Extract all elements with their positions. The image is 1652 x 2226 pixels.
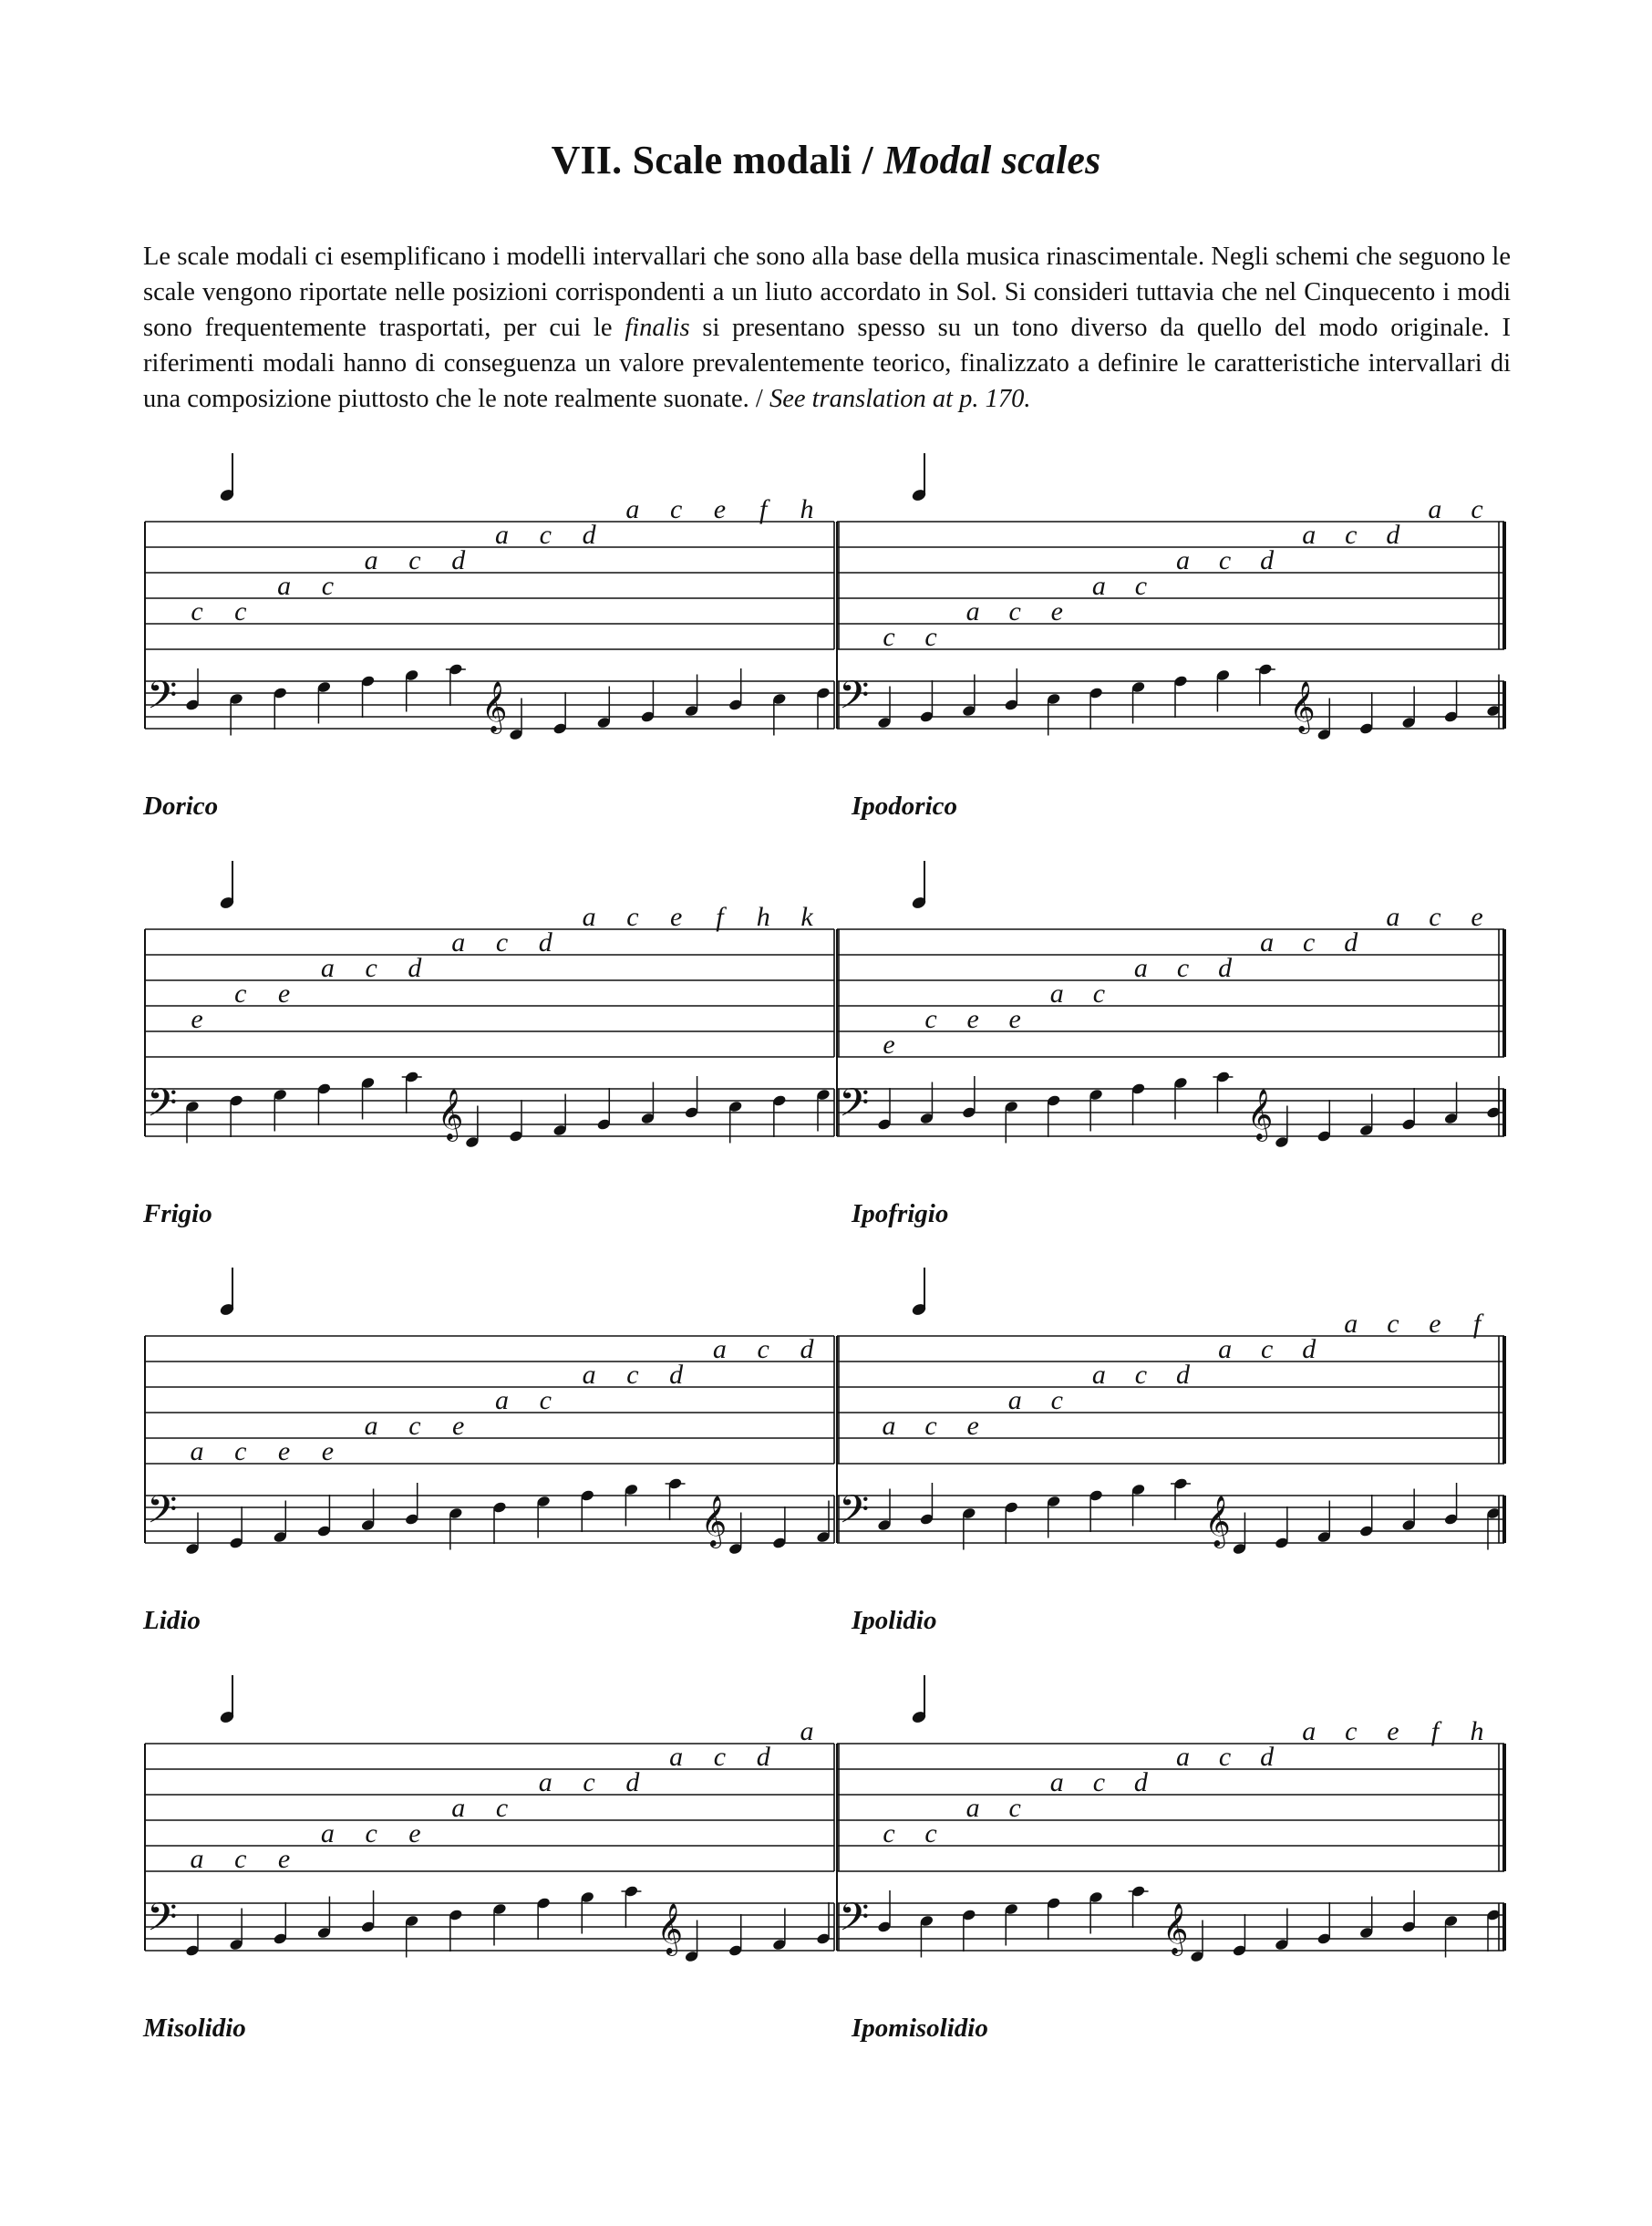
mode-label: Dorico bbox=[143, 792, 219, 821]
note-A3 bbox=[1089, 1489, 1103, 1532]
tab-letter: c bbox=[1092, 1767, 1106, 1797]
note-G4 bbox=[596, 1088, 611, 1131]
note-C4 bbox=[1129, 1885, 1149, 1928]
tab-letter: h bbox=[1470, 1716, 1484, 1746]
note-D3 bbox=[185, 668, 200, 711]
tab-letter: a bbox=[582, 902, 596, 932]
tab-letter: e bbox=[321, 1436, 335, 1466]
mode-label: Ipofrigio bbox=[852, 1199, 949, 1228]
note-E4 bbox=[509, 1100, 523, 1143]
mode-ipodorico bbox=[837, 453, 1504, 821]
tab-letter: a bbox=[1091, 571, 1106, 601]
intro-see-translation: See translation at p. 170. bbox=[769, 385, 1031, 413]
note-E4 bbox=[728, 1914, 743, 1957]
tab-letter: c bbox=[191, 596, 203, 626]
note-A3 bbox=[1047, 1897, 1061, 1940]
tab-letter: c bbox=[539, 520, 552, 550]
note-C4 bbox=[1255, 663, 1275, 706]
note-E4 bbox=[1316, 1100, 1331, 1143]
bass-clef-icon: 𝄢 bbox=[839, 673, 870, 728]
note-C4 bbox=[666, 1477, 686, 1520]
tab-letter: c bbox=[234, 596, 247, 626]
note-F3 bbox=[962, 1909, 976, 1952]
tab-letter: a bbox=[1386, 902, 1400, 932]
note-D3 bbox=[919, 1483, 934, 1526]
note-C4 bbox=[446, 663, 466, 706]
tab-letter: a bbox=[1428, 494, 1442, 524]
mode-label: Misolidio bbox=[143, 2014, 246, 2043]
note-F3 bbox=[229, 1094, 243, 1137]
note-B4 bbox=[684, 1076, 698, 1119]
tab-letter: c bbox=[495, 1793, 509, 1823]
note-E4 bbox=[1359, 692, 1374, 735]
tab-letter: e bbox=[408, 1818, 421, 1848]
rhythm-sign-icon bbox=[911, 861, 927, 910]
tab-letter: d bbox=[1344, 927, 1358, 958]
note-D3 bbox=[877, 1890, 892, 1933]
tab-letter: c bbox=[757, 1334, 769, 1364]
tab-letter: e bbox=[713, 494, 727, 524]
tab-letter: c bbox=[1471, 494, 1483, 524]
note-E4 bbox=[772, 1506, 787, 1549]
mode-ipolidio bbox=[837, 1268, 1504, 1635]
note-C4 bbox=[1213, 1071, 1233, 1113]
mode-label: Lidio bbox=[143, 1606, 201, 1635]
tab-letter: c bbox=[1134, 1360, 1148, 1390]
tab-letter: c bbox=[583, 1767, 595, 1797]
note-F3 bbox=[449, 1909, 463, 1952]
tab-letter: a bbox=[190, 1844, 204, 1874]
tab-letter: c bbox=[1218, 545, 1232, 575]
tab-letter: a bbox=[495, 1385, 509, 1415]
tab-letter: a bbox=[1344, 1309, 1358, 1339]
treble-clef-icon: 𝄞 bbox=[437, 1089, 464, 1140]
note-D3 bbox=[360, 1890, 375, 1933]
note-A3 bbox=[1173, 675, 1188, 718]
rhythm-sign-icon bbox=[911, 453, 927, 502]
tab-letter: e bbox=[1471, 902, 1483, 932]
tab-letter: c bbox=[1092, 978, 1106, 1009]
tab-letter: e bbox=[883, 1030, 895, 1060]
tab-letter: e bbox=[277, 1844, 291, 1874]
tab-letter: a bbox=[582, 1360, 596, 1390]
tab-letter: a bbox=[965, 596, 980, 626]
rhythm-sign-icon bbox=[219, 453, 235, 502]
tab-letter: e bbox=[966, 1004, 979, 1034]
tab-letter: c bbox=[539, 1385, 552, 1415]
bass-clef-icon: 𝄢 bbox=[147, 1895, 178, 1950]
note-D5 bbox=[816, 687, 831, 730]
tab-letter: c bbox=[1008, 1793, 1021, 1823]
tab-letter: f bbox=[1430, 1716, 1440, 1746]
treble-clef-icon: 𝄞 bbox=[656, 1903, 683, 1954]
tab-letter: a bbox=[1091, 1360, 1106, 1390]
note-F3 bbox=[273, 687, 287, 730]
note-F3 bbox=[1047, 1094, 1061, 1137]
tab-letter: a bbox=[1218, 1334, 1233, 1364]
tab-letter: a bbox=[190, 1436, 204, 1466]
rhythm-sign-icon bbox=[911, 1268, 927, 1317]
tab-letter: d bbox=[538, 927, 552, 958]
note-E4 bbox=[1275, 1506, 1289, 1549]
tab-letter: a bbox=[1176, 1742, 1190, 1772]
tab-letter: a bbox=[451, 927, 466, 958]
note-E4 bbox=[1232, 1914, 1246, 1957]
note-G2 bbox=[229, 1506, 243, 1549]
tab-letter: a bbox=[1049, 1767, 1064, 1797]
tab-letter: d bbox=[1302, 1334, 1316, 1364]
tab-letter: c bbox=[495, 927, 509, 958]
tab-letter: k bbox=[800, 902, 813, 932]
tab-letter: e bbox=[191, 1004, 203, 1034]
note-C4 bbox=[402, 1071, 422, 1113]
note-B4 bbox=[1443, 1483, 1458, 1526]
tab-letter: a bbox=[800, 1716, 814, 1746]
tab-letter: a bbox=[1007, 1385, 1022, 1415]
tab-letter: c bbox=[234, 1844, 247, 1874]
tab-letter: a bbox=[320, 1818, 335, 1848]
mode-frigio bbox=[142, 861, 839, 1228]
mode-ipofrigio bbox=[837, 861, 1504, 1228]
intro-text-1: Le scale modali ci esemplificano i modelli intervallari che sono alla base della musica rinascimentale. Negli schemi che seguono le scale vengono riportate nelle posizioni corrispondenti a un liuto accordato in Sol. Si consideri tuttavia che nel Cinquecento i modi sono frequentemente trasportati, per cui le bbox=[143, 243, 1511, 342]
mode-dorico bbox=[142, 453, 839, 821]
treble-clef-icon: 𝄞 bbox=[1204, 1496, 1231, 1547]
note-A3 bbox=[580, 1489, 594, 1532]
tab-letter: c bbox=[321, 571, 335, 601]
note-B4 bbox=[728, 668, 743, 711]
tab-letter: d bbox=[1218, 953, 1233, 983]
bass-clef-icon: 𝄢 bbox=[147, 673, 178, 728]
tab-letter: h bbox=[756, 902, 770, 932]
tab-letter: c bbox=[1303, 927, 1316, 958]
bass-clef-icon: 𝄢 bbox=[839, 1487, 870, 1542]
tab-letter: c bbox=[669, 494, 683, 524]
tab-letter: c bbox=[1050, 1385, 1063, 1415]
treble-clef-icon: 𝄞 bbox=[700, 1496, 728, 1547]
treble-clef-icon: 𝄞 bbox=[1162, 1903, 1189, 1954]
note-B2 bbox=[877, 1088, 892, 1131]
tab-letter: e bbox=[1429, 1309, 1441, 1339]
tab-letter: a bbox=[1260, 927, 1275, 958]
tab-letter: d bbox=[1176, 1360, 1190, 1390]
tab-letter: c bbox=[924, 1004, 937, 1034]
title-roman: VII. Scale modali / bbox=[551, 138, 884, 182]
tab-letter: c bbox=[365, 953, 377, 983]
tab-letter: c bbox=[234, 978, 247, 1009]
note-D3 bbox=[405, 1483, 419, 1526]
tab-letter: c bbox=[1134, 571, 1148, 601]
note-D3 bbox=[962, 1076, 976, 1119]
tab-letter: d bbox=[756, 1742, 770, 1772]
tab-letter: e bbox=[277, 1436, 291, 1466]
note-G2 bbox=[185, 1914, 200, 1957]
note-B2 bbox=[919, 680, 934, 723]
treble-clef-icon: 𝄞 bbox=[1289, 681, 1316, 732]
intro-text-2: si presentano spesso su un tono diverso da quello del modo originale. I riferimenti modali hanno di conseguenza un valore prevalentemente teorico, finalizzato a definire le caratteristiche intervallari di una composizione piuttosto che le note realmente suonate. / bbox=[143, 314, 1511, 413]
treble-clef-icon: 𝄞 bbox=[481, 681, 508, 732]
note-B4 bbox=[1401, 1890, 1416, 1933]
tab-letter: d bbox=[582, 520, 596, 550]
note-C4 bbox=[621, 1885, 641, 1928]
tab-letter: e bbox=[452, 1411, 465, 1441]
bass-clef-icon: 𝄢 bbox=[147, 1487, 178, 1542]
tab-letter: a bbox=[1133, 953, 1148, 983]
note-F3 bbox=[492, 1501, 507, 1544]
tab-letter: a bbox=[1302, 1716, 1316, 1746]
tab-letter: a bbox=[538, 1767, 552, 1797]
rhythm-sign-icon bbox=[219, 1675, 235, 1724]
tab-letter: a bbox=[669, 1742, 684, 1772]
bass-clef-icon: 𝄢 bbox=[839, 1081, 870, 1135]
tab-letter: c bbox=[924, 622, 937, 652]
tab-letter: c bbox=[1176, 953, 1190, 983]
note-G4 bbox=[1316, 1902, 1331, 1945]
tab-letter: e bbox=[966, 1411, 979, 1441]
note-E4 bbox=[552, 692, 567, 735]
note-G4 bbox=[816, 1902, 831, 1945]
tab-letter: a bbox=[882, 1411, 896, 1441]
title-italic: Modal scales bbox=[883, 138, 1101, 182]
note-F3 bbox=[1004, 1501, 1018, 1544]
mode-label: Ipolidio bbox=[852, 1606, 937, 1635]
note-A3 bbox=[536, 1897, 551, 1940]
intro-finalis: finalis bbox=[625, 314, 690, 342]
tab-letter: a bbox=[712, 1334, 727, 1364]
tab-letter: d bbox=[408, 953, 422, 983]
tab-letter: c bbox=[1387, 1309, 1399, 1339]
mode-label: Frigio bbox=[143, 1199, 212, 1228]
tab-letter: a bbox=[364, 1411, 378, 1441]
tab-letter: d bbox=[1386, 520, 1400, 550]
bass-clef-icon: 𝄢 bbox=[147, 1081, 178, 1135]
tab-letter: a bbox=[625, 494, 640, 524]
tab-letter: f bbox=[1472, 1309, 1482, 1339]
tab-letter: c bbox=[1345, 520, 1358, 550]
mode-lidio bbox=[142, 1268, 839, 1635]
tab-letter: a bbox=[364, 545, 378, 575]
mode-misolidio bbox=[142, 1675, 839, 2043]
note-G4 bbox=[1443, 680, 1458, 723]
tab-letter: c bbox=[1218, 1742, 1232, 1772]
note-A3 bbox=[1131, 1082, 1145, 1125]
tab-letter: c bbox=[408, 1411, 421, 1441]
note-D5 bbox=[772, 1094, 787, 1137]
tab-letter: c bbox=[1008, 596, 1021, 626]
tab-letter: c bbox=[626, 1360, 639, 1390]
tab-letter: c bbox=[713, 1742, 727, 1772]
tab-letter: a bbox=[1049, 978, 1064, 1009]
tab-letter: c bbox=[1429, 902, 1441, 932]
tab-letter: f bbox=[716, 902, 724, 932]
tab-letter: c bbox=[408, 545, 421, 575]
tab-letter: d bbox=[1133, 1767, 1148, 1797]
tab-letter: c bbox=[924, 1818, 937, 1848]
bass-clef-icon: 𝄢 bbox=[839, 1895, 870, 1950]
mode-ipomisolidio bbox=[837, 1675, 1504, 2043]
tab-letter: c bbox=[626, 902, 639, 932]
tab-letter: e bbox=[277, 978, 291, 1009]
tab-letter: d bbox=[625, 1767, 640, 1797]
tab-letter: c bbox=[883, 622, 895, 652]
tab-letter: c bbox=[883, 1818, 895, 1848]
note-B2 bbox=[273, 1902, 287, 1945]
tab-letter: e bbox=[1008, 1004, 1021, 1034]
tab-letter: c bbox=[1260, 1334, 1274, 1364]
tab-letter: e bbox=[669, 902, 683, 932]
tab-letter: a bbox=[1176, 545, 1190, 575]
rhythm-sign-icon bbox=[219, 1268, 235, 1317]
note-F3 bbox=[1089, 687, 1103, 730]
note-C4 bbox=[1171, 1477, 1191, 1520]
tab-letter: c bbox=[365, 1818, 377, 1848]
mode-label: Ipodorico bbox=[852, 792, 957, 821]
tab-letter: a bbox=[965, 1793, 980, 1823]
tab-letter: e bbox=[1387, 1716, 1399, 1746]
mode-label: Ipomisolidio bbox=[852, 2014, 988, 2043]
tab-letter: h bbox=[800, 494, 814, 524]
note-A3 bbox=[316, 1082, 331, 1125]
tab-letter: f bbox=[759, 494, 768, 524]
tab-letter: d bbox=[669, 1360, 684, 1390]
tab-letter: d bbox=[451, 545, 466, 575]
tab-letter: d bbox=[1260, 1742, 1275, 1772]
tab-letter: a bbox=[451, 1793, 466, 1823]
tab-letter: c bbox=[234, 1436, 247, 1466]
rhythm-sign-icon bbox=[219, 861, 235, 910]
note-G4 bbox=[1401, 1088, 1416, 1131]
tab-letter: a bbox=[320, 953, 335, 983]
tab-letter: d bbox=[800, 1334, 814, 1364]
note-A3 bbox=[360, 675, 375, 718]
tab-letter: e bbox=[1050, 596, 1063, 626]
treble-clef-icon: 𝄞 bbox=[1246, 1089, 1274, 1140]
note-G4 bbox=[1359, 1495, 1374, 1537]
tab-letter: d bbox=[1260, 545, 1275, 575]
note-G4 bbox=[640, 680, 655, 723]
tab-letter: c bbox=[1345, 1716, 1358, 1746]
rhythm-sign-icon bbox=[911, 1675, 927, 1724]
tab-letter: a bbox=[495, 520, 509, 550]
tab-letter: a bbox=[277, 571, 292, 601]
note-D3 bbox=[1004, 668, 1018, 711]
note-B2 bbox=[316, 1495, 331, 1537]
tab-letter: a bbox=[1302, 520, 1316, 550]
tab-letter: c bbox=[924, 1411, 937, 1441]
